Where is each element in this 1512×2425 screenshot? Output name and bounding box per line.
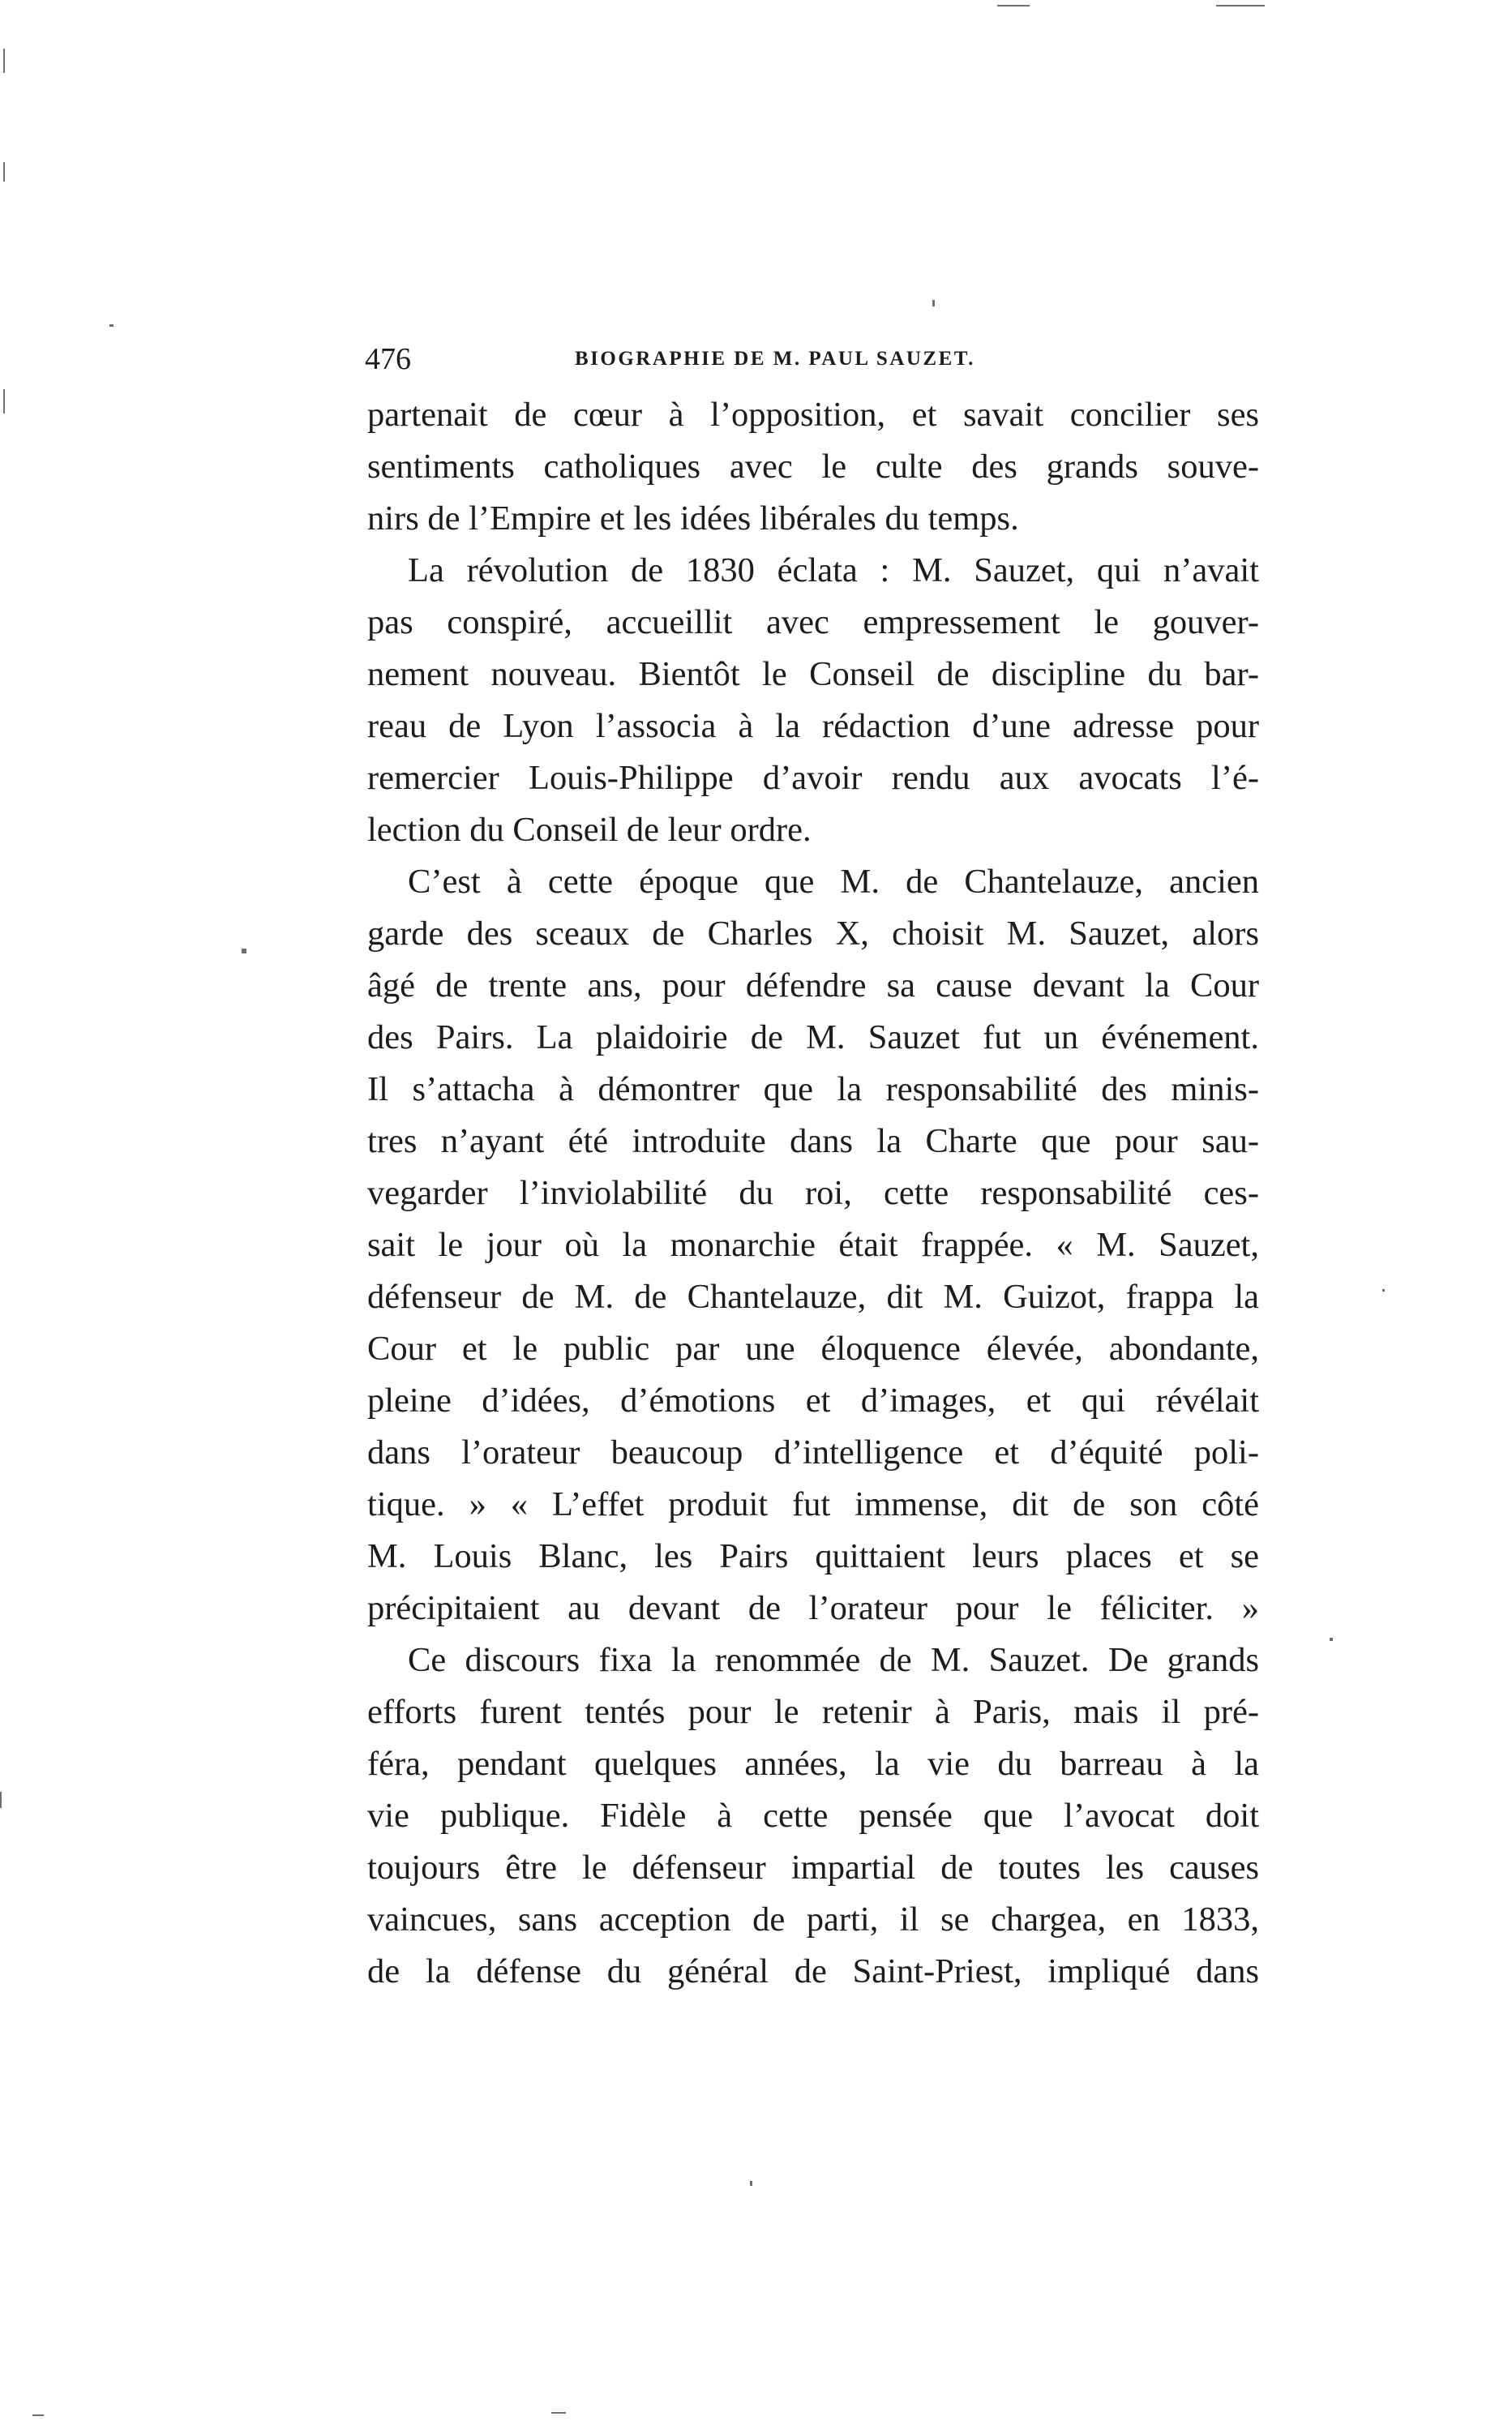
scan-speck: [750, 2181, 752, 2186]
text-line: précipitaient au devant de l’orateur pour le féliciter. »: [367, 1589, 1259, 1627]
text-line: vegarder l’inviolabilité du roi, cette responsabilité ces-: [367, 1174, 1259, 1212]
text-line: nement nouveau. Bientôt le Conseil de discipline du bar-: [367, 655, 1259, 693]
text-line: La révolution de 1830 éclata : M. Sauzet, qui n’avait: [408, 551, 1259, 589]
running-title: BIOGRAPHIE DE M. PAUL SAUZET.: [575, 348, 975, 370]
text-line: défenseur de M. de Chantelauze, dit M. Guizot, frappa la: [367, 1278, 1259, 1316]
text-line: remercier Louis-Philippe d’avoir rendu aux avocats l’é-: [367, 759, 1259, 797]
scan-speck: [0, 1792, 2, 1808]
scan-speck: [1330, 1638, 1333, 1641]
page-number: 476: [365, 342, 411, 376]
text-line: Ce discours fixa la renommée de M. Sauzet. De grands: [408, 1641, 1259, 1679]
text-line: lection du Conseil de leur ordre.: [367, 811, 812, 849]
text-line: nirs de l’Empire et les idées libérales du temps.: [367, 499, 1019, 538]
scan-speck: [1382, 1289, 1385, 1292]
scan-speck: [3, 49, 5, 73]
text-line: pleine d’idées, d’émotions et d’images, et qui révélait: [367, 1382, 1259, 1420]
text-line: tres n’ayant été introduite dans la Charte que pour sau-: [367, 1122, 1259, 1160]
text-line: Il s’attacha à démontrer que la responsabilité des minis-: [367, 1070, 1259, 1108]
scan-speck: [3, 162, 5, 182]
text-line: de la défense du général de Saint-Priest, impliqué dans: [367, 1952, 1259, 1990]
text-line: C’est à cette époque que M. de Chantelauze, ancien: [408, 863, 1259, 901]
scan-speck: [932, 300, 935, 306]
text-line: efforts furent tentés pour le retenir à Paris, mais il pré-: [367, 1693, 1259, 1731]
text-line: garde des sceaux de Charles X, choisit M. Sauzet, alors: [367, 915, 1259, 953]
scan-speck: [551, 2412, 566, 2414]
text-line: toujours être le défenseur impartial de toutes les causes: [367, 1849, 1259, 1887]
text-line: Cour et le public par une éloquence élevée, abondante,: [367, 1330, 1259, 1368]
scan-speck: [242, 949, 246, 953]
text-line: partenait de cœur à l’opposition, et savait concilier ses: [367, 396, 1259, 434]
scan-speck: [1216, 5, 1265, 6]
text-line: âgé de trente ans, pour défendre sa cause devant la Cour: [367, 966, 1259, 1005]
text-line: M. Louis Blanc, les Pairs quittaient leurs places et se: [367, 1537, 1259, 1575]
text-line: tique. » « L’effet produit fut immense, dit de son côté: [367, 1485, 1259, 1523]
text-line: dans l’orateur beaucoup d’intelligence et d’équité poli-: [367, 1433, 1259, 1472]
text-line: pas conspiré, accueillit avec empressement le gouver-: [367, 603, 1259, 641]
scan-speck: [3, 389, 5, 413]
scan-speck: [997, 5, 1030, 6]
body-text: [367, 389, 1259, 1998]
text-line: sentiments catholiques avec le culte des grands souve-: [367, 448, 1259, 486]
text-line: des Pairs. La plaidoirie de M. Sauzet fut un événement.: [367, 1018, 1259, 1056]
scan-speck: [32, 2414, 44, 2416]
text-line: vaincues, sans acception de parti, il se chargea, en 1833,: [367, 1900, 1259, 1939]
text-line: reau de Lyon l’associa à la rédaction d’une adresse pour: [367, 707, 1259, 745]
text-line: féra, pendant quelques années, la vie du barreau à la: [367, 1745, 1259, 1783]
text-line: sait le jour où la monarchie était frappée. « M. Sauzet,: [367, 1226, 1259, 1264]
running-head: [365, 339, 1257, 379]
text-line: vie publique. Fidèle à cette pensée que l’avocat doit: [367, 1797, 1259, 1835]
scan-speck: [109, 324, 114, 327]
